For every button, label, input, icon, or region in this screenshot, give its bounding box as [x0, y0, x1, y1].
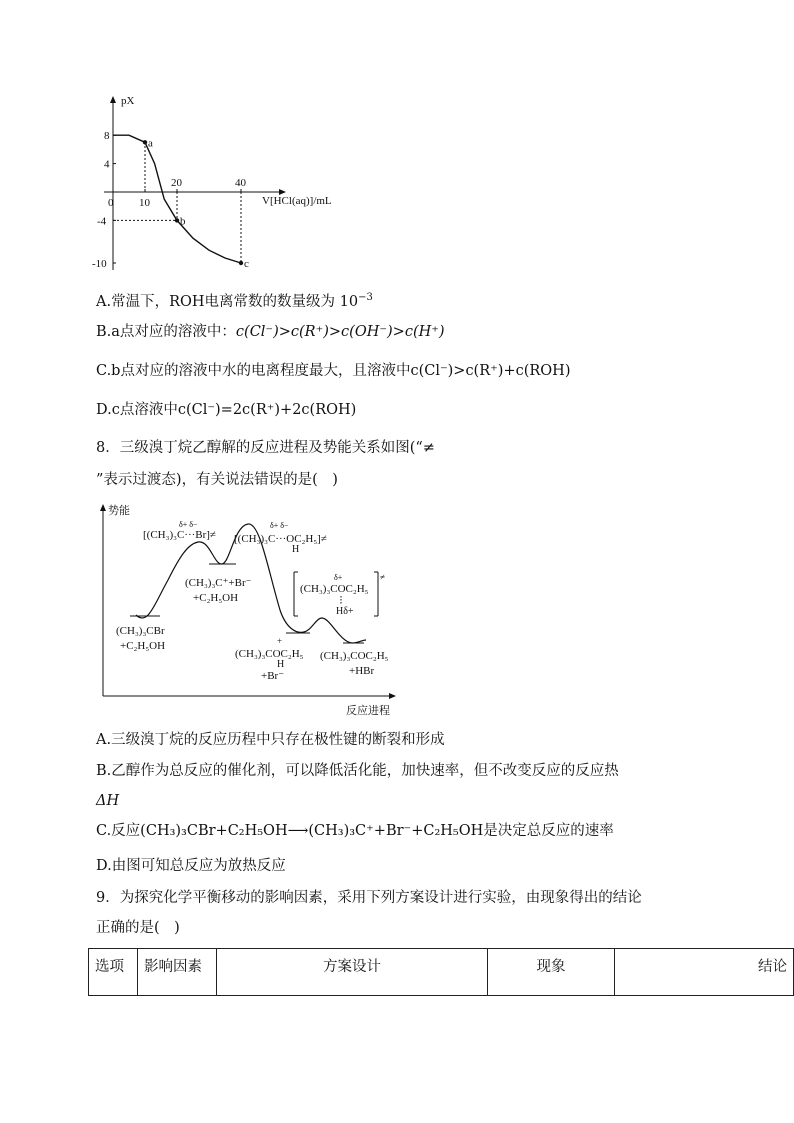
ts2-delta: δ+ δ− — [270, 521, 289, 530]
intermediate2-plus: + — [277, 636, 283, 646]
ts2-h: H — [292, 544, 300, 555]
y-axis-label: pX — [121, 95, 135, 107]
px-titration-chart — [90, 88, 360, 278]
px-curve — [113, 135, 241, 263]
ts1-delta: δ+ δ− — [179, 520, 198, 529]
ts1-label: [(CH₃)₃C···Br]≠ — [143, 529, 216, 541]
point-label-a: a — [148, 137, 153, 150]
y-tick-label: -4 — [97, 215, 107, 228]
progress-axis-arrow — [389, 693, 396, 699]
x-tick-label: 0 — [108, 197, 114, 209]
q8-option-c: C.反应(CH₃)₃CBr+C₂H₅OH⟶(CH₃)₃C⁺+Br⁻+C₂H₅OH是决定总反应的速率 — [96, 823, 614, 839]
intermediate2-line2: +Br⁻ — [261, 670, 285, 682]
q7-option-b: B.a点对应的溶液中：c(Cl⁻)>c(R⁺)>c(OH⁻)>c(H⁺) — [96, 324, 445, 340]
point-b — [175, 218, 179, 222]
x-tick-label: 40 — [235, 177, 246, 189]
reactant-line1: (CH₃)₃CBr — [116, 625, 165, 637]
q9-stem: 9．为探究化学平衡移动的影响因素，采用下列方案设计进行实验，由现象得出的结论 — [96, 890, 642, 906]
intermediate2-h: H — [277, 659, 285, 670]
ts2-label: [(CH₃)₃C···OC₂H₅]≠ — [234, 533, 327, 545]
q8-option-a: A.三级溴丁烷的反应历程中只存在极性键的断裂和形成 — [96, 732, 445, 748]
q7-option-c: C.b点对应的溶液中水的电离程度最大，且溶液中c(Cl⁻)>c(R⁺)+c(ROH) — [96, 363, 571, 379]
q8-stem-cont: ”表示过渡态)，有关说法错误的是( ) — [96, 472, 338, 488]
col-header-design: 方案设计 — [217, 949, 488, 996]
col-header-conclusion: 结论 — [615, 949, 794, 996]
point-c — [239, 261, 243, 265]
q8-option-b-cont: ΔH — [96, 793, 120, 809]
intermediate1-line2: +C₂H₅OH — [193, 592, 239, 604]
table-header-row — [89, 949, 794, 996]
col-header-factor: 影响因素 — [138, 949, 217, 996]
ts3-mark: ≠ — [380, 572, 385, 582]
progress-axis-label: 反应进程 — [346, 705, 390, 717]
product-line2: +HBr — [349, 665, 375, 677]
q8-option-b: B.乙醇作为总反应的催化剂，可以降低活化能，加快速率，但不改变反应的反应热 — [96, 763, 619, 779]
product-line1: (CH₃)₃COC₂H₅ — [320, 650, 389, 662]
q7-option-d: D.c点溶液中c(Cl⁻)=2c(R⁺)+2c(ROH) — [96, 402, 357, 418]
point-a — [143, 140, 147, 144]
x-tick-label: 10 — [139, 197, 150, 209]
y-axis-arrow — [110, 96, 116, 103]
q8-stem: 8．三级溴丁烷乙醇解的反应进程及势能关系如图(“≠ — [96, 440, 435, 456]
point-label-c: c — [244, 258, 249, 270]
energy-axis-label: 势能 — [108, 505, 130, 517]
q8-option-d: D.由图可知总反应为放热反应 — [96, 858, 286, 874]
q9-stem-cont: 正确的是( ) — [96, 920, 180, 936]
ts3-delta: δ+ — [334, 573, 343, 582]
energy-profile-diagram — [96, 500, 406, 722]
reactant-line2: +C₂H₅OH — [120, 640, 166, 652]
energy-axis-arrow — [100, 504, 106, 511]
x-axis-label: V[HCl(aq)]/mL — [262, 195, 332, 207]
q7-option-a: A.常温下，ROH电离常数的数量级为 $10^{-3}$ — [96, 292, 373, 310]
ts3-label: (CH₃)₃COC₂H₅ — [300, 583, 369, 595]
y-tick-label: 8 — [104, 130, 110, 143]
intermediate1-line1: (CH₃)₃C⁺+Br⁻ — [185, 577, 252, 589]
y-tick-label: 4 — [104, 158, 110, 171]
col-header-option: 选项 — [89, 949, 138, 996]
intermediate2-line1: (CH₃)₃COC₂H₅ — [235, 648, 304, 660]
x-tick-label: 20 — [171, 177, 182, 189]
col-header-phenomenon: 现象 — [488, 949, 615, 996]
point-label-b: b — [180, 215, 186, 228]
y-tick-label: -10 — [92, 258, 107, 270]
q9-options-table — [88, 948, 794, 996]
ts3-h: Hδ+ — [336, 606, 354, 617]
